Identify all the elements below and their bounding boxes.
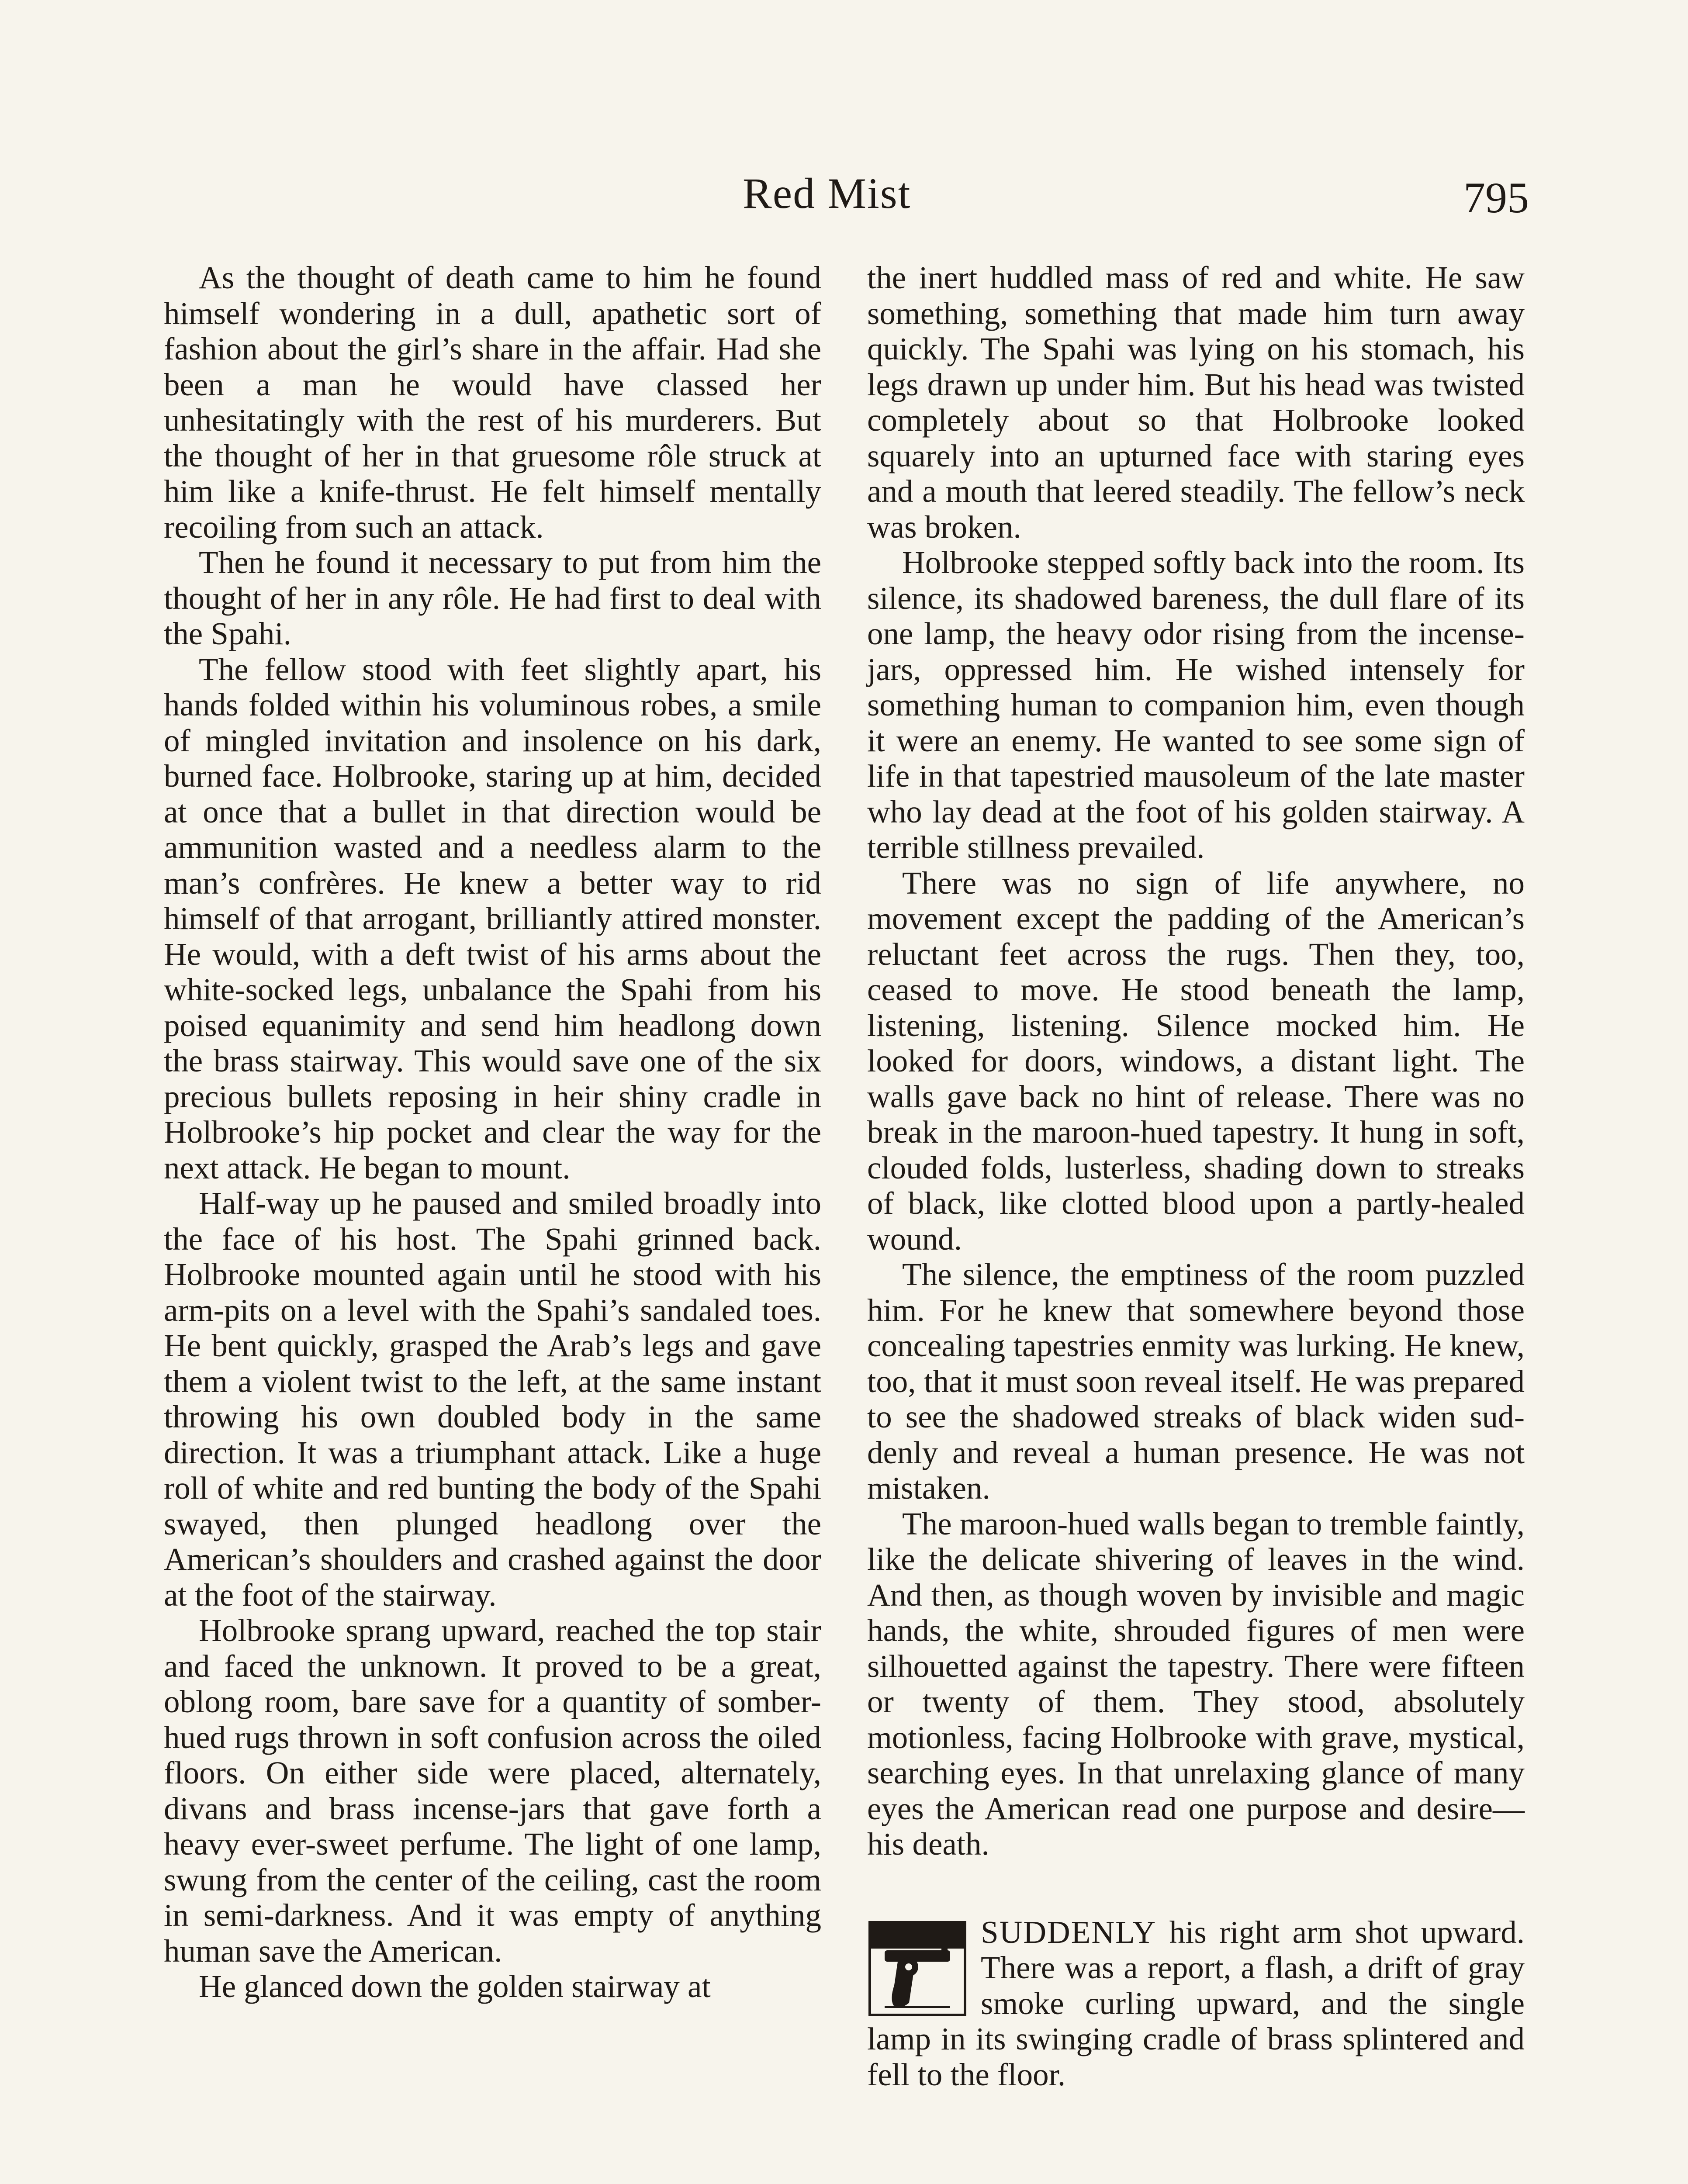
paragraph: the inert huddled mass of red and white. He saw something, something that made him turn away quickly. The Spahi was lying on his stomach, his legs drawn up under him. But his head was twisted completely about so that Holbrooke looked squarely into an upturned face with staring eyes and a mouth that leered steadily. The fellow’s neck was broken. [867,260,1525,545]
paragraph: The silence, the emptiness of the room puzzled him. For he knew that somewhere beyond those concealing tapestries enmity was lurking. He knew, too, that it must soon reveal itself. He was prepared to see the shadowed streaks of black widen suddenly and reveal a human presence. He was not mistaken. [867,1257,1525,1506]
paragraph: Half-way up he paused and smiled broadly into the face of his host. The Spahi grinned back. Holbrooke mounted again until he stood with his arm-pits on a level with the Spahi’s sandaled toes. He bent quickly, grasped the Arab’s legs and gave them a violent twist to the left, at the same instant throwing his own doubled body in the same direction. It was a triumphant attack. Like a huge roll of white and red bunting the body of the Spahi swayed, then plunged headlong over the American’s shoulders and crashed against the door at the foot of the stairway. [164,1185,821,1613]
paragraph: The maroon-hued walls began to tremble faintly, like the delicate shivering of leaves in the wind. And then, as though woven by invisible and magic hands, the white, shrouded figures of men were silhouetted against the tapestry. There were fifteen or twenty of them. They stood, absolutely motionless, facing Holbrooke with grave, mystical, searching eyes. In that unrelaxing glance of many eyes the American read one purpose and desire—his death. [867,1506,1525,1862]
final-section [867,1914,1525,2093]
revolver-icon [867,1920,968,2018]
paragraph: Holbrooke stepped softly back into the room. Its silence, its shadowed bareness, the dull flare of its one lamp, the heavy odor rising from the incense-jars, oppressed him. He wished intensely for something human to companion him, even though it were an enemy. He wanted to see some sign of life in that tapestried mausoleum of the late master who lay dead at the foot of his golden stairway. A terrible stillness prevailed. [867,545,1525,865]
paragraph: Holbrooke sprang upward, reached the top stair and faced the unknown. It proved to be a great, oblong room, bare save for a quantity of somber-hued rugs thrown in soft confusion across the oiled floors. On either side were placed, alternately, divans and brass incense-jars that gave forth a heavy ever-sweet perfume. The light of one lamp, swung from the center of the ceiling, cast the room in semi-darkness. And it was empty of anything human save the American. [164,1613,821,1969]
paragraph-text: his right arm shot upward. There was a report, a flash, a drift of gray smoke curling upward, and the single lamp in its swinging cradle of brass splintered and fell to the floor. [867,1914,1525,2092]
lead-word: SUDDENLY [981,1914,1157,1950]
paragraph: There was no sign of life anywhere, no movement except the padding of the American’s reluctant feet across the rugs. Then they, too, ceased to move. He stood beneath the lamp, listening, listening. Silence mocked him. He looked for doors, windows, a distant light. The walls gave back no hint of release. There was no break in the maroon-hued tapestry. It hung in soft, clouded folds, lusterless, shading down to streaks of black, like clotted blood upon a partly-healed wound. [867,865,1525,1257]
paragraph: Then he found it necessary to put from him the thought of her in any rôle. He had first to deal with the Spahi. [164,545,821,651]
paragraph: The fellow stood with feet slightly apart, his hands folded within his voluminous robes, a smile of mingled invitation and insolence on his dark, burned face. Holbrooke, staring up at him, decided at once that a bullet in that direction would be ammunition wasted and a needless alarm to the man’s confrères. He knew a better way to rid himself of that arrogant, brilliantly attired monster. He would, with a deft twist of his arms about the white-socked legs, unbalance the Spahi from his poised equanimity and send him headlong down the brass stairway. This would save one of the six precious bullets reposing in heir shiny cradle in Holbrooke’s hip pocket and clear the way for the next attack. He began to mount. [164,651,821,1185]
running-title: Red Mist [743,169,911,218]
left-column [164,260,821,2004]
right-column [867,260,1525,2092]
page-number: 795 [1463,173,1529,222]
paragraph: He glanced down the golden stairway at [199,1969,711,2004]
paragraph: As the thought of death came to him he found himself wondering in a dull, apathetic sort of fashion about the girl’s share in the affair. Had she been a man he would have classed her unhesitatingly with the rest of his murderers. But the thought of her in that gruesome rôle struck at him like a knife-thrust. He felt himself mentally recoiling from such an attack. [164,260,821,545]
